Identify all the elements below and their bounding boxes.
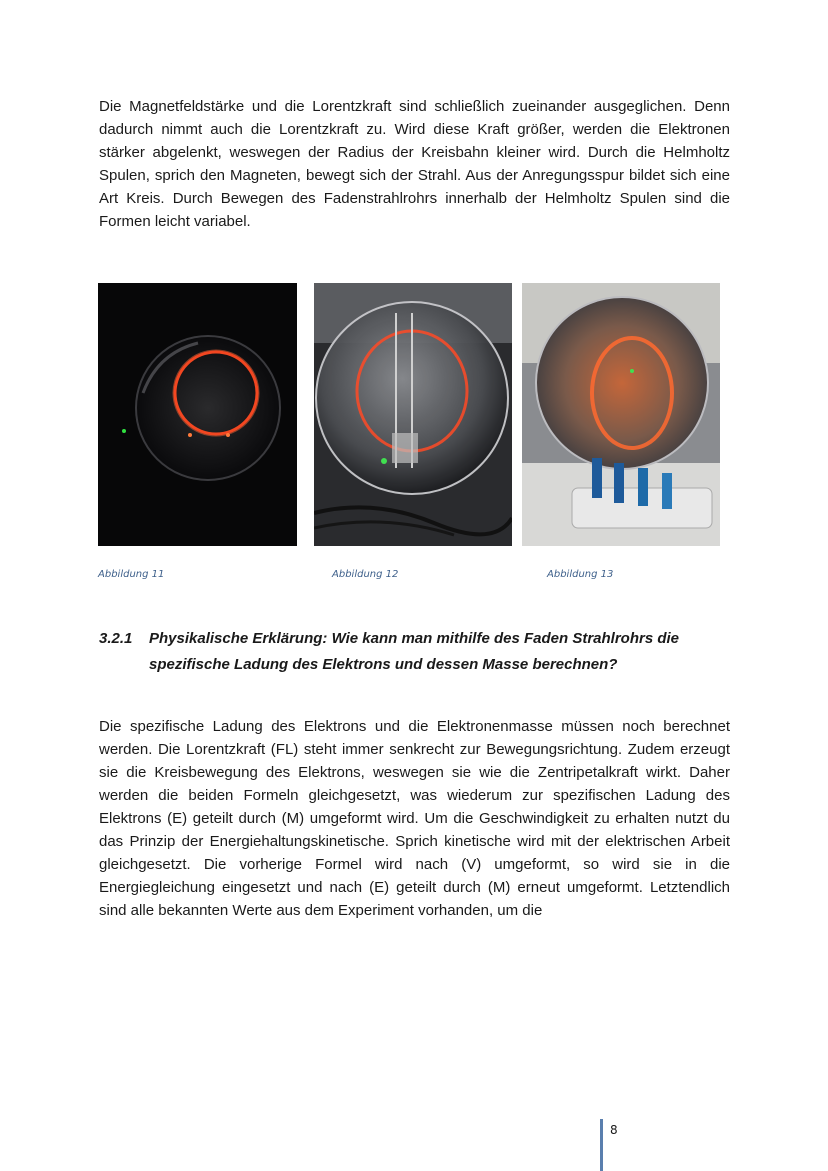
fine-beam-tube-lab-photo (522, 283, 720, 546)
section-number: 3.2.1 (99, 630, 133, 647)
section-title: Physikalische Erklärung: Wie kann man mithilfe des Faden Strahlrohrs die spezifische Ladung des Elektrons und dessen Masse berechnen? (149, 630, 680, 673)
figure-12-photo (314, 283, 512, 546)
page-number: 8 (610, 1123, 618, 1137)
figure-13-caption: Abbildung 13 (547, 569, 614, 580)
figure-11-caption: Abbildung 11 (98, 569, 165, 580)
figure-11-photo (98, 283, 297, 546)
section-heading (99, 626, 739, 678)
page-number-bar (600, 1119, 603, 1171)
figure-12-caption: Abbildung 12 (332, 569, 399, 580)
fine-beam-tube-circle-photo (314, 283, 512, 546)
paragraph-intro: Die Magnetfeldstärke und die Lorentzkraft sind schließlich zueinander ausgeglichen. Denn dadurch nimmt auch die Lorentzkraft zu. Wird diese Kraft größer, werden die Elektronen stärker abgelenkt, weswegen der Radius der Kreisbahn kleiner wird. Durch die Helmholtz Spulen, sprich den Magneten, bewegt sich der Strahl. Aus der Anregungsspur bildet sich eine Art Kreis. Durch Bewegen des Fadenstrahlrohrs innerhalb der Helmholtz Spulen sind die Formen leicht variabel. (99, 98, 730, 230)
paragraph-explanation: Die spezifische Ladung des Elektrons und die Elektronenmasse müssen noch berechnet werden. Die Lorentzkraft (FL) steht immer senkrecht zur Bewegungsrichtung. Zudem erzeugt sie die Kreisbewegung des Elektrons, weswegen sie wie die Zentripetalkraft wirkt. Daher werden die beiden Formeln gleichgesetzt, was wiederum zur spezifischen Ladung des Elektrons (E) geteilt durch (M) umgeformt wird. Um die Geschwindigkeit zu erhalten nutzt du das Prinzip der Energiehaltungskinetische. Sprich kinetische wird mit der elektrischen Arbeit gleichgesetzt. Die vorherige Formel wird nach (V) umgeformt, so wird sie in die Energiegleichung eingesetzt und nach (E) geteilt durch (M) erneut umgeformt. Letztendlich sind alle bekannten Werte aus dem Experiment vorhanden, um die (99, 718, 730, 919)
figure-13-photo (522, 283, 720, 546)
circular-electron-beam-dark-photo (98, 283, 297, 546)
